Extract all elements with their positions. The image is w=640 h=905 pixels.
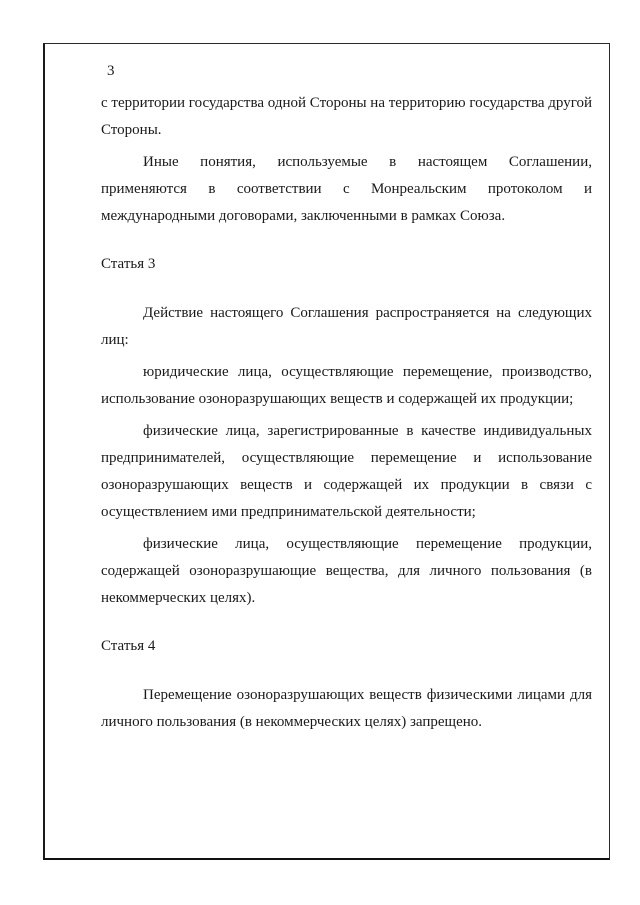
article-3-item-entrepreneurs: физические лица, зарегистрированные в качестве индивидуальных предпринимателей, осуществляющие перемещение и использование озоноразрушающих веществ и содержащей их продукции в связи с осуществлением ими предпринимательской деятельности; <box>101 423 592 520</box>
article-4-heading: Статья 4 <box>101 638 156 654</box>
article-3-item-individuals: физические лица, осуществляющие перемещение продукции, содержащей озоноразрушающие вещества, для личного пользования (в некоммерческих целях). <box>101 536 592 606</box>
article-3-intro: Действие настоящего Соглашения распространяется на следующих лиц: <box>101 305 592 348</box>
document-body <box>101 58 592 736</box>
paragraph-definitions: Иные понятия, используемые в настоящем Соглашении, применяются в соответствии с Монреальским протоколом и международными договорами, заключенными в рамках Союза. <box>101 154 592 224</box>
paragraph-continuation: с территории государства одной Стороны на территорию государства другой Стороны. <box>101 95 593 138</box>
page-number: 3 <box>107 63 115 79</box>
article-4-text: Перемещение озоноразрушающих веществ физическими лицами для личного пользования (в некоммерческих целях) запрещено. <box>101 687 592 730</box>
article-3-item-legal-entities: юридические лица, осуществляющие перемещение, производство, использование озоноразрушающих веществ и содержащей их продукции; <box>101 364 592 407</box>
article-3-heading: Статья 3 <box>101 256 156 272</box>
